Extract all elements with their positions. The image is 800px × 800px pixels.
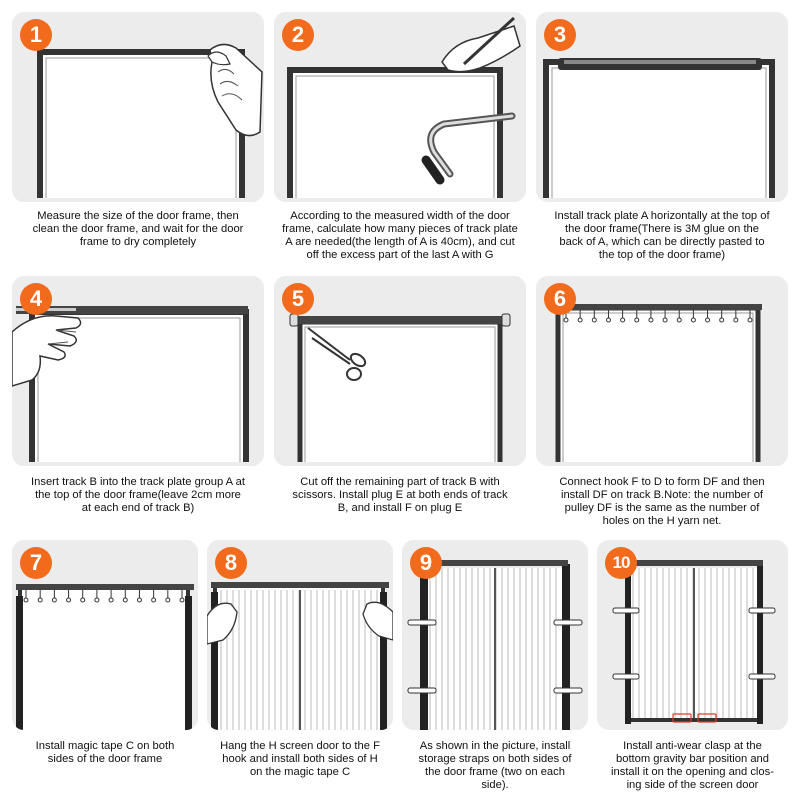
step-3-caption: Install track plate A horizontally at the top of the door frame(There is 3M glue on the back of A, which can be directly pasted to the top of the door frame) xyxy=(554,210,770,261)
step-7-caption: Install magic tape C on both sides of the door frame xyxy=(35,740,175,765)
hook-ring xyxy=(95,598,99,602)
hook-ring xyxy=(137,598,141,602)
step-9-badge: 9 xyxy=(410,547,442,579)
step-2-panel xyxy=(274,12,526,202)
step-10-badge: 10 xyxy=(605,547,637,579)
magic-tape-right xyxy=(185,596,192,730)
hook-ring xyxy=(109,598,113,602)
step-9-panel xyxy=(402,540,588,730)
step-8-panel xyxy=(207,540,393,730)
hook-ring xyxy=(52,598,56,602)
step-4-badge: 4 xyxy=(20,283,52,315)
step-5-badge: 5 xyxy=(282,283,314,315)
step-8-caption: Hang the H screen door to the F hook and install both sides of H on the magic tape C xyxy=(220,740,380,778)
step-10-caption: Install anti-wear clasp at the bottom gravity bar position and install it on the opening and clos- ing side of the screen door xyxy=(611,740,774,791)
step-6-caption: Connect hook F to D to form DF and then install DF on track B.Note: the number of pulley DF is the same as the number of holes on the H yarn net. xyxy=(559,476,765,527)
step-1-panel xyxy=(12,12,264,202)
step-8-badge: 8 xyxy=(215,547,247,579)
step-2-caption: According to the measured width of the door frame, calculate how many pieces of track plate A are needed(the length of A is 40cm), and cut off the excess part of the last A with G xyxy=(282,210,518,261)
step-3-panel xyxy=(536,12,788,202)
pencil-icon xyxy=(442,18,520,72)
hook-ring xyxy=(180,598,184,602)
hook-ring xyxy=(663,318,667,322)
hook-ring xyxy=(24,598,28,602)
hook-ring xyxy=(706,318,710,322)
hook-ring xyxy=(123,598,127,602)
hook-ring xyxy=(67,598,71,602)
magic-tape-left xyxy=(16,596,23,730)
step-2-badge: 2 xyxy=(282,19,314,51)
step-5-caption: Cut off the remaining part of track B with scissors. Install plug E at both ends of track B, and install F on plug E xyxy=(292,476,508,514)
hook-ring xyxy=(606,318,610,322)
hook-ring xyxy=(81,598,85,602)
step-6-panel xyxy=(536,276,788,466)
track-b xyxy=(294,316,506,324)
step-1-caption: Measure the size of the door frame, then clean the door frame, and wait for the door frame to dry completely xyxy=(32,210,244,248)
step-10-panel xyxy=(597,540,788,730)
hook-ring xyxy=(748,318,752,322)
step-4-caption: Insert track B into the track plate group A at the top of the door frame(leave 2cm more at each end of track B) xyxy=(31,476,245,514)
hook-ring xyxy=(677,318,681,322)
hook-ring xyxy=(152,598,156,602)
hook-ring xyxy=(38,598,42,602)
track-b xyxy=(554,304,762,310)
step-3-badge: 3 xyxy=(544,19,576,51)
hook-ring xyxy=(649,318,653,322)
hook-ring xyxy=(592,318,596,322)
hook-ring xyxy=(578,318,582,322)
step-5-panel xyxy=(274,276,526,466)
hook-ring xyxy=(621,318,625,322)
hook-ring xyxy=(564,318,568,322)
step-1-badge: 1 xyxy=(20,19,52,51)
step-4-panel xyxy=(12,276,264,466)
hook-ring xyxy=(720,318,724,322)
hook-ring xyxy=(734,318,738,322)
hook-ring xyxy=(166,598,170,602)
step-7-panel xyxy=(12,540,198,730)
step-7-badge: 7 xyxy=(20,547,52,579)
hook-ring xyxy=(635,318,639,322)
hook-ring xyxy=(691,318,695,322)
step-6-badge: 6 xyxy=(544,283,576,315)
step-9-caption: As shown in the picture, install storage straps on both sides of the door frame (two on each side). xyxy=(418,740,572,791)
